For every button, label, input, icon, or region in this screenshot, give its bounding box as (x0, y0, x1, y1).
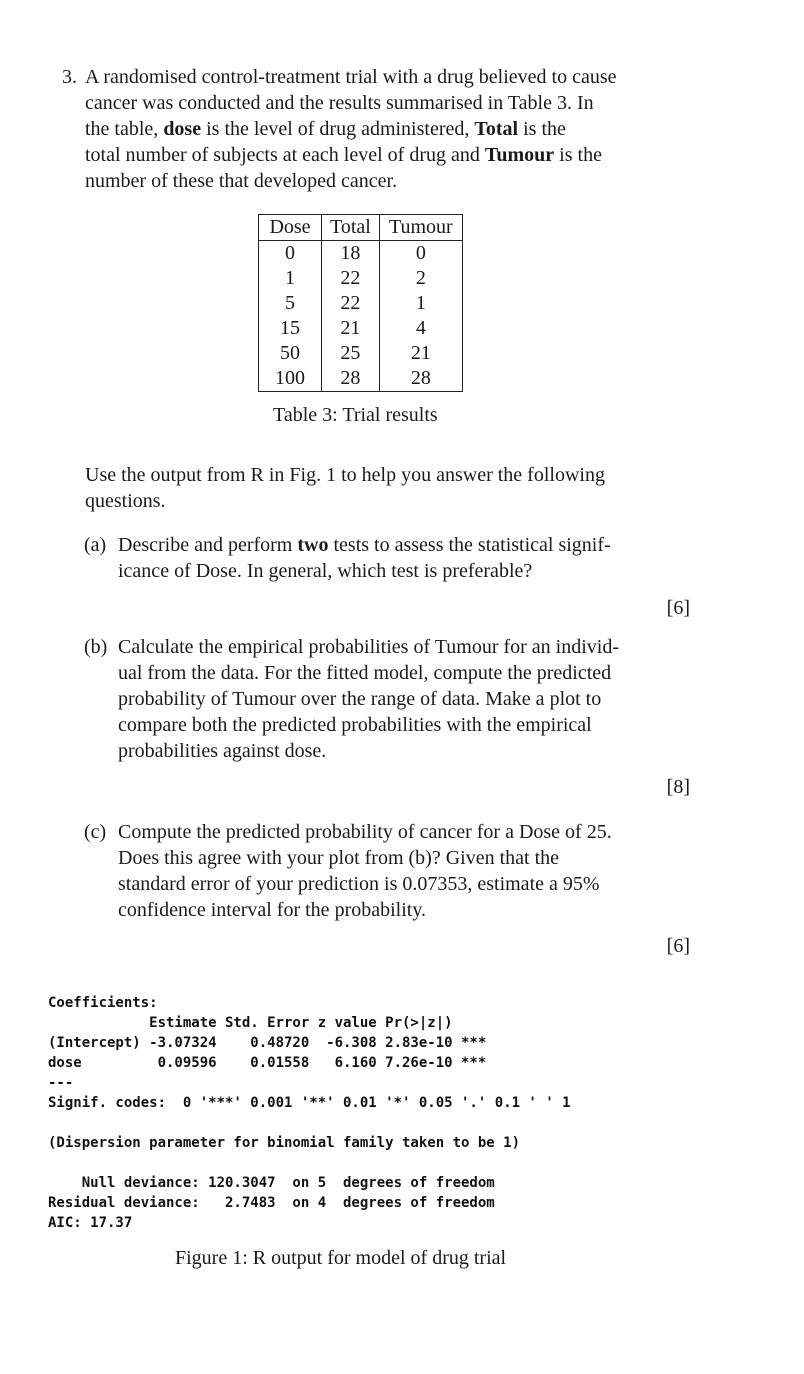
part-c-text: Compute the predicted probability of cancer for a Dose of 25. Does this agree with your plot from (b)? Given that the standard error of your prediction is 0.07353, estimate a 95% confidence interval for the probability. (118, 821, 612, 921)
r-line-intercept: (Intercept) -3.07324 0.48720 -6.308 2.83e-10 *** (48, 1035, 487, 1051)
cell-dose: 0 (259, 241, 322, 267)
question-intro (85, 64, 692, 194)
intro-line-1: A randomised control-treatment trial with a drug believed to cause (85, 66, 617, 88)
r-line-coefficients: Coefficients: (48, 995, 158, 1011)
instruction-text: Use the output from R in Fig. 1 to help you answer the following questions. (85, 464, 605, 512)
header-tumour: Tumour (379, 215, 462, 241)
header-dose: Dose (259, 215, 322, 241)
header-total: Total (322, 215, 380, 241)
table-row (259, 241, 463, 267)
table-header-row (259, 215, 463, 241)
r-line-residual-deviance: Residual deviance: 2.7483 on 4 degrees of freedom (48, 1195, 495, 1211)
r-line-blank (48, 1153, 571, 1173)
cell-total: 18 (322, 241, 380, 267)
r-output-block (48, 993, 571, 1233)
figure-caption: Figure 1: R output for model of drug trial (175, 1247, 507, 1269)
table-row (259, 316, 463, 341)
intro-line-5: number of these that developed cancer. (85, 170, 398, 192)
table-row (259, 341, 463, 366)
term-dose: dose (163, 118, 202, 140)
r-line-separator: --- (48, 1075, 74, 1091)
part-a-label: (a) (84, 534, 107, 556)
table-caption: Table 3: Trial results (273, 404, 438, 426)
cell-total: 21 (322, 316, 380, 341)
cell-tumour: 0 (379, 241, 462, 267)
cell-tumour: 1 (379, 291, 462, 316)
cell-tumour: 28 (379, 366, 462, 392)
intro-line-2: cancer was conducted and the results summarised in Table 3. In (85, 92, 594, 114)
cell-dose: 50 (259, 341, 322, 366)
intro-line-4: total number of subjects at each level of drug and Tumour is the (85, 144, 602, 166)
r-line-header: Estimate Std. Error z value Pr(>|z|) (48, 1015, 453, 1031)
cell-dose: 1 (259, 266, 322, 291)
r-line-null-deviance: Null deviance: 120.3047 on 5 degrees of freedom (48, 1175, 495, 1191)
cell-dose: 5 (259, 291, 322, 316)
part-c-marks: [6] (666, 935, 690, 957)
part-a-text: Describe and perform two tests to assess the statistical signif- icance of Dose. In general, which test is preferable? (118, 534, 611, 582)
part-b-marks: [8] (666, 776, 690, 798)
table-row (259, 366, 463, 392)
term-tumour: Tumour (484, 144, 555, 166)
term-total: Total (474, 118, 519, 140)
r-line-blank (48, 1113, 571, 1133)
part-c-label: (c) (84, 821, 107, 843)
part-b-label: (b) (84, 636, 108, 658)
cell-tumour: 2 (379, 266, 462, 291)
cell-dose: 100 (259, 366, 322, 392)
r-line-signif: Signif. codes: 0 '***' 0.001 '**' 0.01 '*' 0.05 '.' 0.1 ' ' 1 (48, 1095, 571, 1111)
table-row (259, 266, 463, 291)
part-b-text: Calculate the empirical probabilities of Tumour for an individ- ual from the data. For the fitted model, compute the predicted probability of Tumour over the range of data. Make a plot to compare both the predicted probabilities with the empirical probabilities against dose. (118, 636, 620, 762)
r-line-dose: dose 0.09596 0.01558 6.160 7.26e-10 *** (48, 1055, 487, 1071)
trial-results-table (258, 214, 463, 392)
cell-total: 22 (322, 266, 380, 291)
part-a-marks: [6] (666, 597, 690, 619)
cell-tumour: 21 (379, 341, 462, 366)
intro-line-3: the table, dose is the level of drug administered, Total is the (85, 118, 566, 140)
cell-tumour: 4 (379, 316, 462, 341)
cell-total: 22 (322, 291, 380, 316)
table-row (259, 291, 463, 316)
question-number: 3. (62, 66, 77, 88)
cell-total: 28 (322, 366, 380, 392)
cell-total: 25 (322, 341, 380, 366)
r-line-dispersion: (Dispersion parameter for binomial family taken to be 1) (48, 1135, 521, 1151)
r-line-aic: AIC: 17.37 (48, 1215, 133, 1231)
cell-dose: 15 (259, 316, 322, 341)
